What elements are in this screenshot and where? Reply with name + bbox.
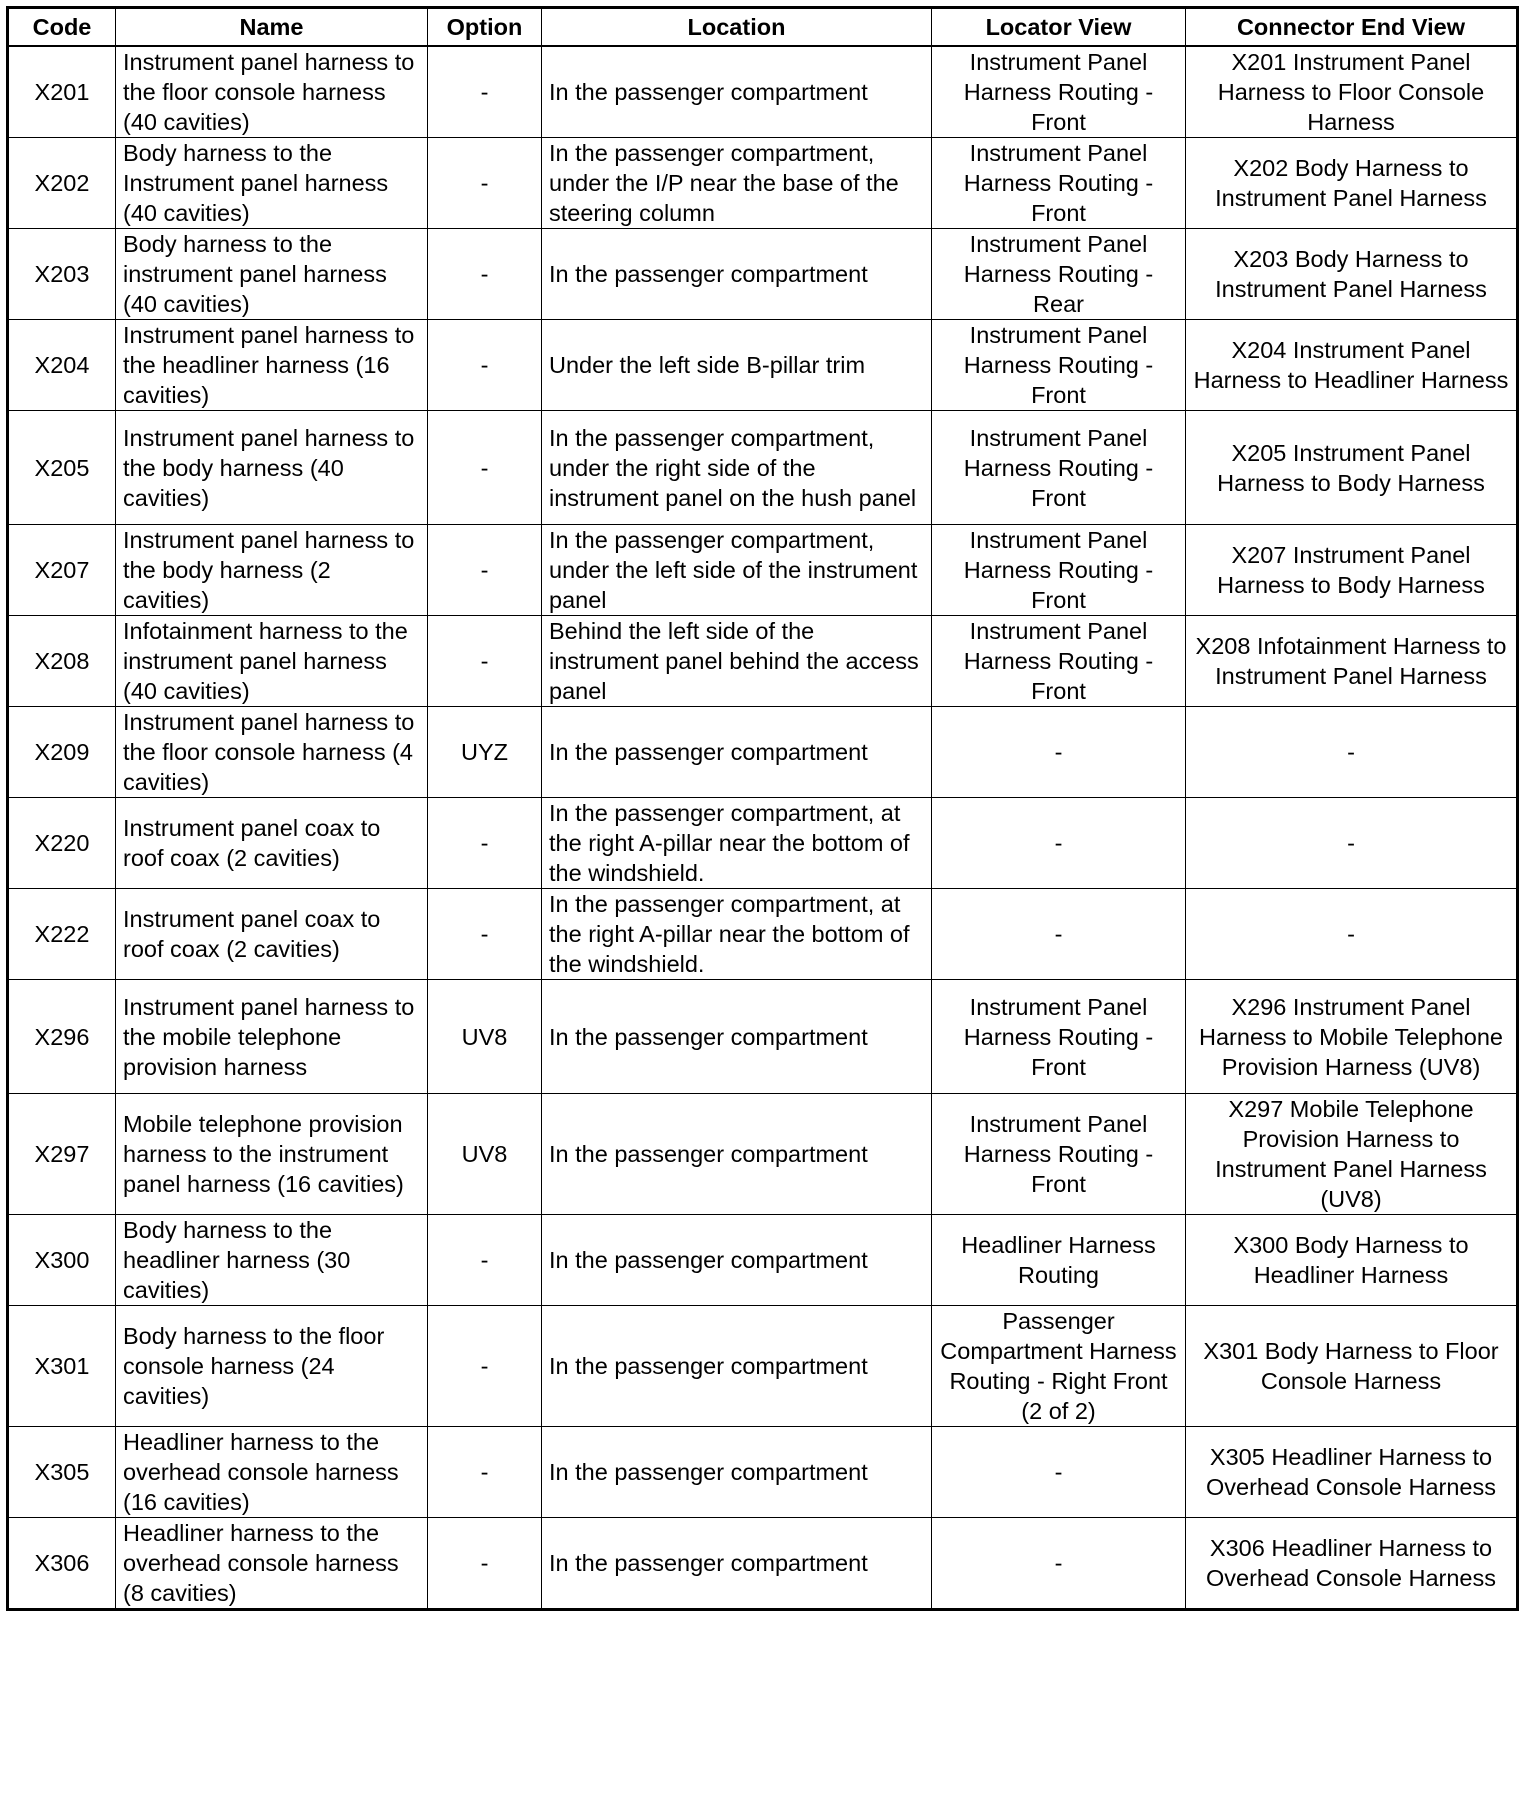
cell-option: UV8 — [428, 1094, 542, 1215]
cell-option: - — [428, 1306, 542, 1427]
cell-locator-view: Instrument Panel Harness Routing - Front — [932, 138, 1186, 229]
cell-option: - — [428, 1518, 542, 1610]
cell-option: UYZ — [428, 707, 542, 798]
header-connector-end-view: Connector End View — [1186, 8, 1518, 47]
cell-option: - — [428, 616, 542, 707]
cell-code: X297 — [8, 1094, 116, 1215]
cell-location: In the passenger compartment, at the right A-pillar near the bottom of the windshield. — [542, 798, 932, 889]
cell-name: Body harness to the Instrument panel harness (40 cavities) — [116, 138, 428, 229]
cell-location: In the passenger compartment — [542, 1094, 932, 1215]
cell-code: X296 — [8, 980, 116, 1094]
cell-option: - — [428, 525, 542, 616]
cell-location: In the passenger compartment, at the right A-pillar near the bottom of the windshield. — [542, 889, 932, 980]
table-row — [8, 411, 1518, 525]
table-row — [8, 616, 1518, 707]
cell-name: Instrument panel harness to the floor console harness (4 cavities) — [116, 707, 428, 798]
cell-location: In the passenger compartment, under the right side of the instrument panel on the hush panel — [542, 411, 932, 525]
cell-locator-view: - — [932, 1427, 1186, 1518]
table-row — [8, 980, 1518, 1094]
table-row — [8, 707, 1518, 798]
cell-locator-view: Instrument Panel Harness Routing - Front — [932, 46, 1186, 138]
cell-code: X222 — [8, 889, 116, 980]
table-row — [8, 525, 1518, 616]
cell-name: Instrument panel coax to roof coax (2 cavities) — [116, 889, 428, 980]
cell-locator-view: Instrument Panel Harness Routing - Front — [932, 411, 1186, 525]
cell-locator-view: Headliner Harness Routing — [932, 1215, 1186, 1306]
table-row — [8, 1215, 1518, 1306]
cell-locator-view: Instrument Panel Harness Routing - Front — [932, 525, 1186, 616]
table-row — [8, 1306, 1518, 1427]
cell-location: In the passenger compartment — [542, 1215, 932, 1306]
cell-connector-end-view: - — [1186, 707, 1518, 798]
cell-locator-view: Instrument Panel Harness Routing - Front — [932, 616, 1186, 707]
cell-locator-view: - — [932, 1518, 1186, 1610]
cell-option: - — [428, 1215, 542, 1306]
table-row — [8, 1094, 1518, 1215]
header-code: Code — [8, 8, 116, 47]
cell-code: X208 — [8, 616, 116, 707]
cell-connector-end-view: - — [1186, 798, 1518, 889]
cell-option: - — [428, 411, 542, 525]
cell-location: In the passenger compartment, under the left side of the instrument panel — [542, 525, 932, 616]
cell-location: In the passenger compartment — [542, 980, 932, 1094]
cell-locator-view: Instrument Panel Harness Routing - Rear — [932, 229, 1186, 320]
table-row — [8, 46, 1518, 138]
cell-option: - — [428, 889, 542, 980]
cell-name: Instrument panel coax to roof coax (2 cavities) — [116, 798, 428, 889]
cell-name: Body harness to the instrument panel harness (40 cavities) — [116, 229, 428, 320]
cell-option: UV8 — [428, 980, 542, 1094]
cell-option: - — [428, 138, 542, 229]
cell-code: X207 — [8, 525, 116, 616]
cell-code: X301 — [8, 1306, 116, 1427]
cell-location: Behind the left side of the instrument panel behind the access panel — [542, 616, 932, 707]
connector-table — [6, 6, 1519, 1611]
cell-name: Headliner harness to the overhead console harness (16 cavities) — [116, 1427, 428, 1518]
cell-name: Headliner harness to the overhead console harness (8 cavities) — [116, 1518, 428, 1610]
cell-name: Infotainment harness to the instrument panel harness (40 cavities) — [116, 616, 428, 707]
cell-locator-view: Instrument Panel Harness Routing - Front — [932, 980, 1186, 1094]
cell-connector-end-view: X208 Infotainment Harness to Instrument Panel Harness — [1186, 616, 1518, 707]
cell-code: X305 — [8, 1427, 116, 1518]
cell-code: X205 — [8, 411, 116, 525]
cell-connector-end-view: X300 Body Harness to Headliner Harness — [1186, 1215, 1518, 1306]
table-row — [8, 1518, 1518, 1610]
cell-connector-end-view: X305 Headliner Harness to Overhead Console Harness — [1186, 1427, 1518, 1518]
cell-locator-view: - — [932, 707, 1186, 798]
header-name: Name — [116, 8, 428, 47]
cell-code: X220 — [8, 798, 116, 889]
cell-name: Instrument panel harness to the headliner harness (16 cavities) — [116, 320, 428, 411]
cell-option: - — [428, 798, 542, 889]
cell-code: X202 — [8, 138, 116, 229]
cell-locator-view: Passenger Compartment Harness Routing - Right Front (2 of 2) — [932, 1306, 1186, 1427]
cell-option: - — [428, 46, 542, 138]
cell-name: Instrument panel harness to the body harness (40 cavities) — [116, 411, 428, 525]
cell-location: Under the left side B-pillar trim — [542, 320, 932, 411]
cell-connector-end-view: X301 Body Harness to Floor Console Harness — [1186, 1306, 1518, 1427]
cell-code: X201 — [8, 46, 116, 138]
cell-name: Body harness to the floor console harness (24 cavities) — [116, 1306, 428, 1427]
cell-location: In the passenger compartment — [542, 707, 932, 798]
cell-locator-view: - — [932, 889, 1186, 980]
cell-option: - — [428, 229, 542, 320]
cell-code: X204 — [8, 320, 116, 411]
cell-connector-end-view: X203 Body Harness to Instrument Panel Harness — [1186, 229, 1518, 320]
cell-code: X306 — [8, 1518, 116, 1610]
cell-name: Instrument panel harness to the body harness (2 cavities) — [116, 525, 428, 616]
cell-locator-view: Instrument Panel Harness Routing - Front — [932, 1094, 1186, 1215]
cell-location: In the passenger compartment — [542, 1306, 932, 1427]
cell-name: Instrument panel harness to the mobile telephone provision harness — [116, 980, 428, 1094]
cell-locator-view: Instrument Panel Harness Routing - Front — [932, 320, 1186, 411]
header-option: Option — [428, 8, 542, 47]
cell-location: In the passenger compartment — [542, 46, 932, 138]
cell-connector-end-view: - — [1186, 889, 1518, 980]
cell-code: X209 — [8, 707, 116, 798]
cell-locator-view: - — [932, 798, 1186, 889]
table-row — [8, 889, 1518, 980]
cell-name: Mobile telephone provision harness to the instrument panel harness (16 cavities) — [116, 1094, 428, 1215]
header-location: Location — [542, 8, 932, 47]
cell-option: - — [428, 1427, 542, 1518]
cell-connector-end-view: X207 Instrument Panel Harness to Body Harness — [1186, 525, 1518, 616]
table-row — [8, 798, 1518, 889]
cell-code: X203 — [8, 229, 116, 320]
cell-location: In the passenger compartment — [542, 1427, 932, 1518]
cell-name: Instrument panel harness to the floor console harness (40 cavities) — [116, 46, 428, 138]
table-row — [8, 229, 1518, 320]
cell-connector-end-view: X296 Instrument Panel Harness to Mobile Telephone Provision Harness (UV8) — [1186, 980, 1518, 1094]
cell-connector-end-view: X297 Mobile Telephone Provision Harness to Instrument Panel Harness (UV8) — [1186, 1094, 1518, 1215]
cell-location: In the passenger compartment, under the I/P near the base of the steering column — [542, 138, 932, 229]
header-locator-view: Locator View — [932, 8, 1186, 47]
cell-location: In the passenger compartment — [542, 1518, 932, 1610]
cell-connector-end-view: X204 Instrument Panel Harness to Headliner Harness — [1186, 320, 1518, 411]
cell-option: - — [428, 320, 542, 411]
cell-name: Body harness to the headliner harness (30 cavities) — [116, 1215, 428, 1306]
cell-connector-end-view: X205 Instrument Panel Harness to Body Harness — [1186, 411, 1518, 525]
cell-location: In the passenger compartment — [542, 229, 932, 320]
table-row — [8, 320, 1518, 411]
table-row — [8, 1427, 1518, 1518]
table-row — [8, 138, 1518, 229]
cell-connector-end-view: X202 Body Harness to Instrument Panel Harness — [1186, 138, 1518, 229]
cell-code: X300 — [8, 1215, 116, 1306]
cell-connector-end-view: X306 Headliner Harness to Overhead Console Harness — [1186, 1518, 1518, 1610]
cell-connector-end-view: X201 Instrument Panel Harness to Floor Console Harness — [1186, 46, 1518, 138]
connector-table-document — [6, 6, 1519, 1611]
header-row — [8, 8, 1518, 47]
